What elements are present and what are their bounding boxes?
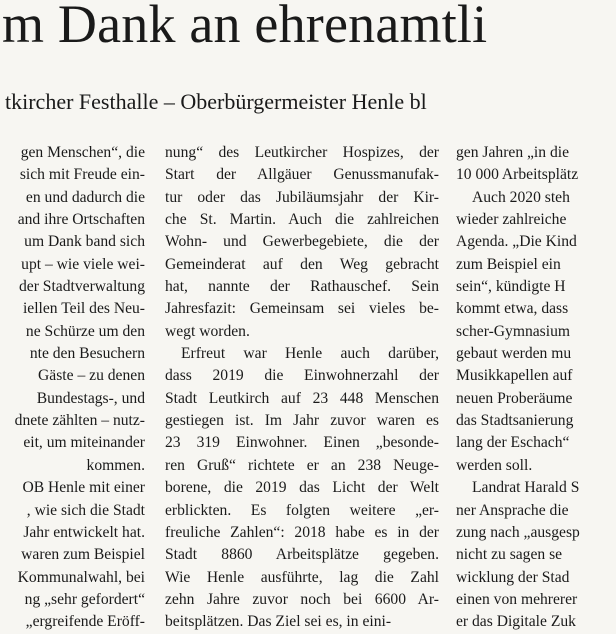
- text-line: werden soll.: [456, 456, 533, 474]
- text-line: nte den Besuchern: [29, 345, 145, 363]
- text-line: gebaut werden mu: [456, 345, 572, 363]
- text-line: wieder zahlreiche: [456, 211, 567, 229]
- text-line: Stadt 8860 Arbeitsplätze gegeben.: [165, 546, 439, 564]
- text-line: Auch 2020 steh: [472, 188, 570, 206]
- text-line: lang der Eschach“: [456, 434, 570, 452]
- text-column-middle: [165, 142, 439, 631]
- text-line: ne Schürze um den: [25, 322, 145, 340]
- text-line: erblickten. Es folgten weitere „er-: [165, 501, 439, 519]
- text-line: Landrat Harald S: [472, 479, 580, 497]
- text-line: wicklung der Stad: [456, 568, 570, 586]
- text-line: ner Ansprache die: [456, 501, 569, 519]
- text-line: 23 319 Einwohner. Einen „besonde-: [165, 434, 439, 452]
- text-line: freuliche Zahlen“: 2018 habe es in der: [165, 523, 439, 541]
- text-line: er das Digitale Zuk: [456, 613, 576, 631]
- text-line: neuen Proberäume: [456, 389, 573, 407]
- text-line: Erfreut war Henle auch darüber,: [181, 345, 439, 363]
- text-line: nung“ des Leutkircher Hospizes, der: [165, 144, 439, 161]
- text-line: sein“, kündigte H: [456, 278, 566, 296]
- text-line: gen Jahren „in die: [456, 144, 570, 161]
- text-line: zum Beispiel ein: [456, 255, 561, 273]
- text-line: gestiegen ist. Im Jahr zuvor waren es: [165, 412, 439, 430]
- text-line: OB Henle mit einer: [22, 479, 145, 497]
- text-line: zehn Jahre zuvor noch bei 6600 Ar-: [165, 590, 439, 608]
- text-line: scher-Gymnasium: [456, 322, 571, 340]
- text-line: 10 000 Arbeitsplätz: [456, 166, 579, 184]
- text-line: das Stadtsanierung: [456, 412, 574, 430]
- article-subheadline: tkircher Festhalle – Oberbürgermeister Henle bl: [5, 89, 427, 114]
- text-line: dnete zählten – nutz-: [14, 412, 145, 430]
- text-line: iellen Teil des Neu-: [22, 300, 145, 318]
- text-column-left: [0, 142, 145, 631]
- text-column-right: [456, 142, 616, 631]
- text-line: tur oder das Jubiläumsjahr der Kir-: [165, 188, 439, 206]
- text-line: upt – wie viele wei-: [21, 255, 145, 273]
- text-line: Gäste – zu denen: [38, 367, 145, 385]
- text-line: ng „sehr gefordert“: [24, 590, 145, 608]
- text-line: , wie sich die Stadt: [26, 501, 145, 519]
- text-line: kommt etwa, dass: [456, 300, 569, 318]
- text-line: zung nach „ausgesp: [456, 523, 580, 541]
- text-line: Gemeinderat auf den Weg gebracht: [165, 255, 439, 273]
- text-line: en und dadurch die: [25, 188, 145, 206]
- text-line: nicht zu sagen se: [456, 546, 563, 564]
- text-line: gen Menschen“, die: [20, 144, 145, 161]
- text-line: einen von mehrerer: [456, 590, 578, 608]
- text-line: der Stadtverwaltung: [18, 278, 145, 296]
- text-line: um Dank band sich: [24, 233, 145, 251]
- text-line: Wie Henle ausführte, lag die Zahl: [165, 568, 439, 586]
- text-line: Bundestags-, und: [36, 389, 145, 407]
- text-line: Agenda. „Die Kind: [456, 233, 577, 251]
- text-line: Jahr entwickelt hat.: [23, 523, 145, 541]
- text-line: sich mit Freude ein-: [19, 166, 145, 184]
- text-line: Kommunalwahl, bei: [17, 568, 145, 586]
- text-line: borene, die 2019 das Licht der Welt: [165, 479, 439, 497]
- text-line: kommen.: [86, 456, 145, 474]
- text-line: waren zum Beispiel: [21, 546, 145, 564]
- text-line: Stadt Leutkirch auf 23 448 Menschen: [165, 389, 439, 407]
- text-line: wegt worden.: [165, 322, 250, 340]
- text-line: and ihre Ortschaften: [17, 211, 145, 229]
- text-line: dass 2019 die Einwohnerzahl der: [165, 367, 439, 385]
- text-line: Musikkapellen auf: [456, 367, 573, 385]
- text-line: ren Gruß“ richtete er an 238 Neuge-: [165, 456, 439, 474]
- text-line: Jahresfazit: Gemeinsam sei vieles be-: [165, 300, 439, 318]
- text-line: „ergreifende Eröff-: [25, 613, 145, 631]
- article-headline: m Dank an ehrenamtli: [2, 0, 488, 54]
- text-line: che St. Martin. Auch die zahlreichen: [165, 211, 439, 229]
- text-line: Start der Allgäuer Genussmanufak-: [165, 166, 439, 184]
- text-line: hat, nannte der Rathauschef. Sein: [165, 278, 439, 296]
- text-line: eit, um miteinander: [23, 434, 145, 452]
- text-line: beitsplätzen. Das Ziel sei es, in eini-: [165, 613, 392, 631]
- text-line: Wohn- und Gewerbegebiete, die der: [165, 233, 439, 251]
